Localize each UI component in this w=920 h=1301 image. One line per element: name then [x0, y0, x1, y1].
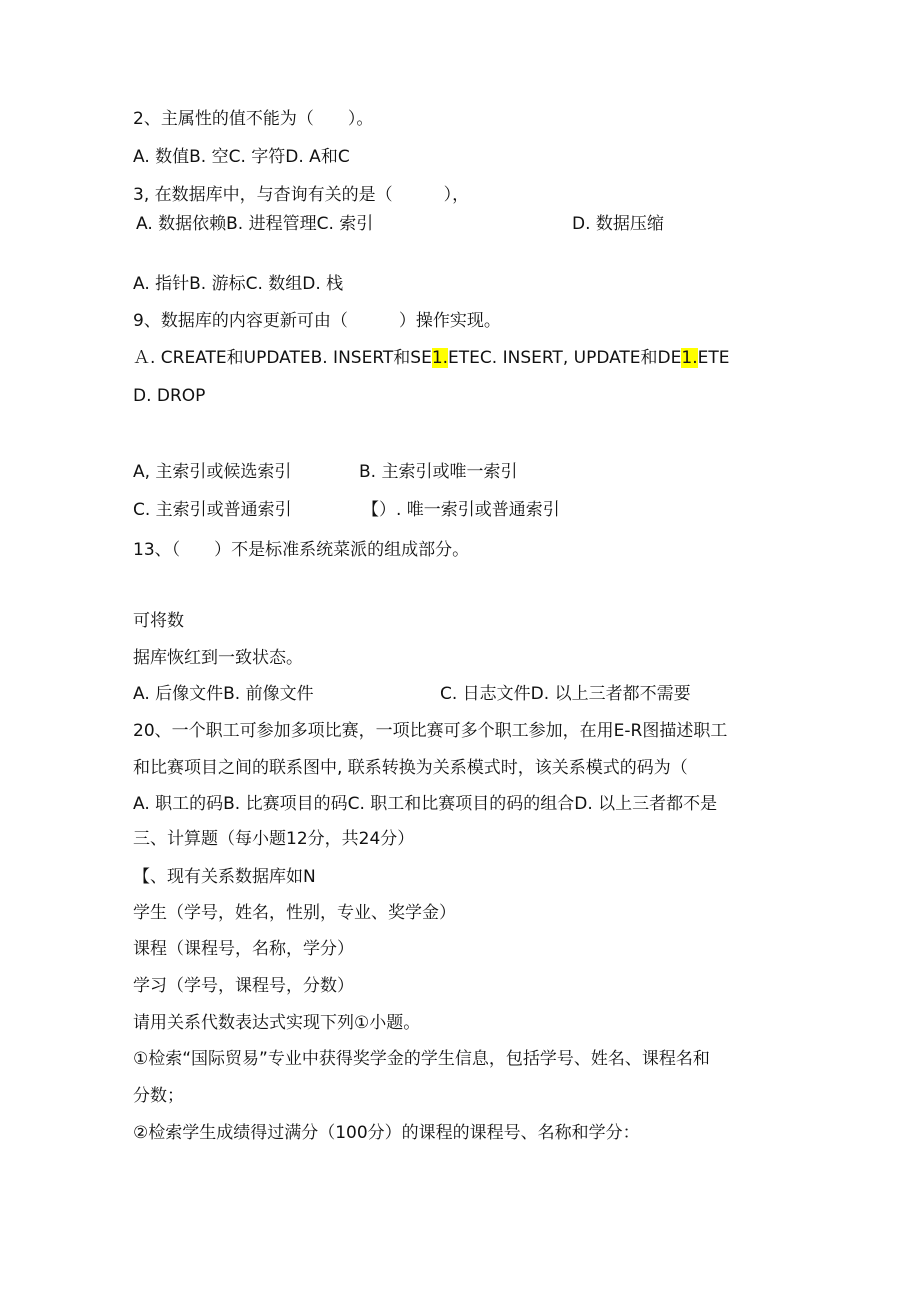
pointer-options: A. 指针B. 游标C. 数组D. 栈 — [133, 274, 344, 294]
question-9-options-part2: ETEC. INSERT, UPDATE和DE — [448, 348, 682, 368]
relation-student: 学生（学号，姓名，性别，专业、奖学金） — [133, 903, 456, 923]
task-2: ②检索学生成绩得过满分（100分）的课程的课程号、名称和学分： — [133, 1123, 640, 1143]
index-option-a: A, 主索引或候选索引 — [133, 462, 292, 482]
index-option-d: 【）. 唯一索引或普通索引 — [362, 500, 560, 520]
fragment-line-2: 据库恢红到一致状态。 — [133, 648, 303, 668]
question-9-options-part3: ETE — [697, 348, 730, 368]
index-option-b: B. 主索引或唯一索引 — [359, 462, 518, 482]
question-2-options: A. 数值B. 空C. 字符D. A和C — [133, 147, 350, 167]
question-20-options: A. 职工的码B. 比赛项目的码C. 职工和比赛项目的码的组合D. 以上三者都不是 — [133, 794, 718, 814]
question-2: 2、主属性的值不能为（ ）。 — [133, 109, 374, 129]
question-3-option-d: D. 数据压缩 — [572, 214, 664, 234]
highlight-mark: 1. — [431, 348, 449, 368]
highlight-mark: 1. — [681, 348, 698, 368]
index-option-c: C. 主索引或普通索引 — [133, 500, 292, 520]
task-1-line-1: ①检索“国际贸易”专业中获得奖学金的学生信息，包括学号、姓名、课程名和 — [133, 1049, 710, 1069]
log-options-c: C. 日志文件D. 以上三者都不需要 — [440, 684, 691, 704]
calc-intro: 【、现有关系数据库如N — [133, 867, 316, 887]
question-9-options-part1: Ａ. CREATE和UPDATEB. INSERT和SE — [133, 348, 432, 368]
question-13: 13、（ ）不是标准系统菜派的组成部分。 — [133, 540, 470, 560]
question-20-line-2: 和比赛项目之间的联系图中, 联系转换为关系模式时，该关系模式的码为（ — [133, 758, 688, 778]
question-20-line-1: 20、一个职工可参加多项比赛，一项比赛可多个职工参加，在用E-R图描述职工 — [133, 721, 728, 741]
question-9: 9、数据库的内容更新可由（ ）操作实现。 — [133, 311, 501, 331]
relation-course: 课程（课程号，名称，学分） — [133, 939, 354, 959]
question-3: 3, 在数据库中，与杳询有关的是（ ）， — [133, 185, 470, 205]
question-3-options: A. 数据依赖B. 进程管理C. 索引 — [136, 214, 374, 234]
instruction: 请用关系代数表达式实现下列①小题。 — [133, 1013, 421, 1033]
question-9-options — [133, 347, 729, 369]
task-1-line-2: 分数； — [133, 1086, 184, 1106]
relation-study: 学习（学号，课程号，分数） — [133, 976, 354, 996]
log-options-a: A. 后像文件B. 前像文件 — [133, 684, 314, 704]
question-9-option-d: D. DROP — [133, 386, 206, 406]
section-3-heading: 三、计算题（每小题12分，共24分） — [133, 829, 415, 849]
fragment-line-1: 可将数 — [133, 611, 184, 631]
